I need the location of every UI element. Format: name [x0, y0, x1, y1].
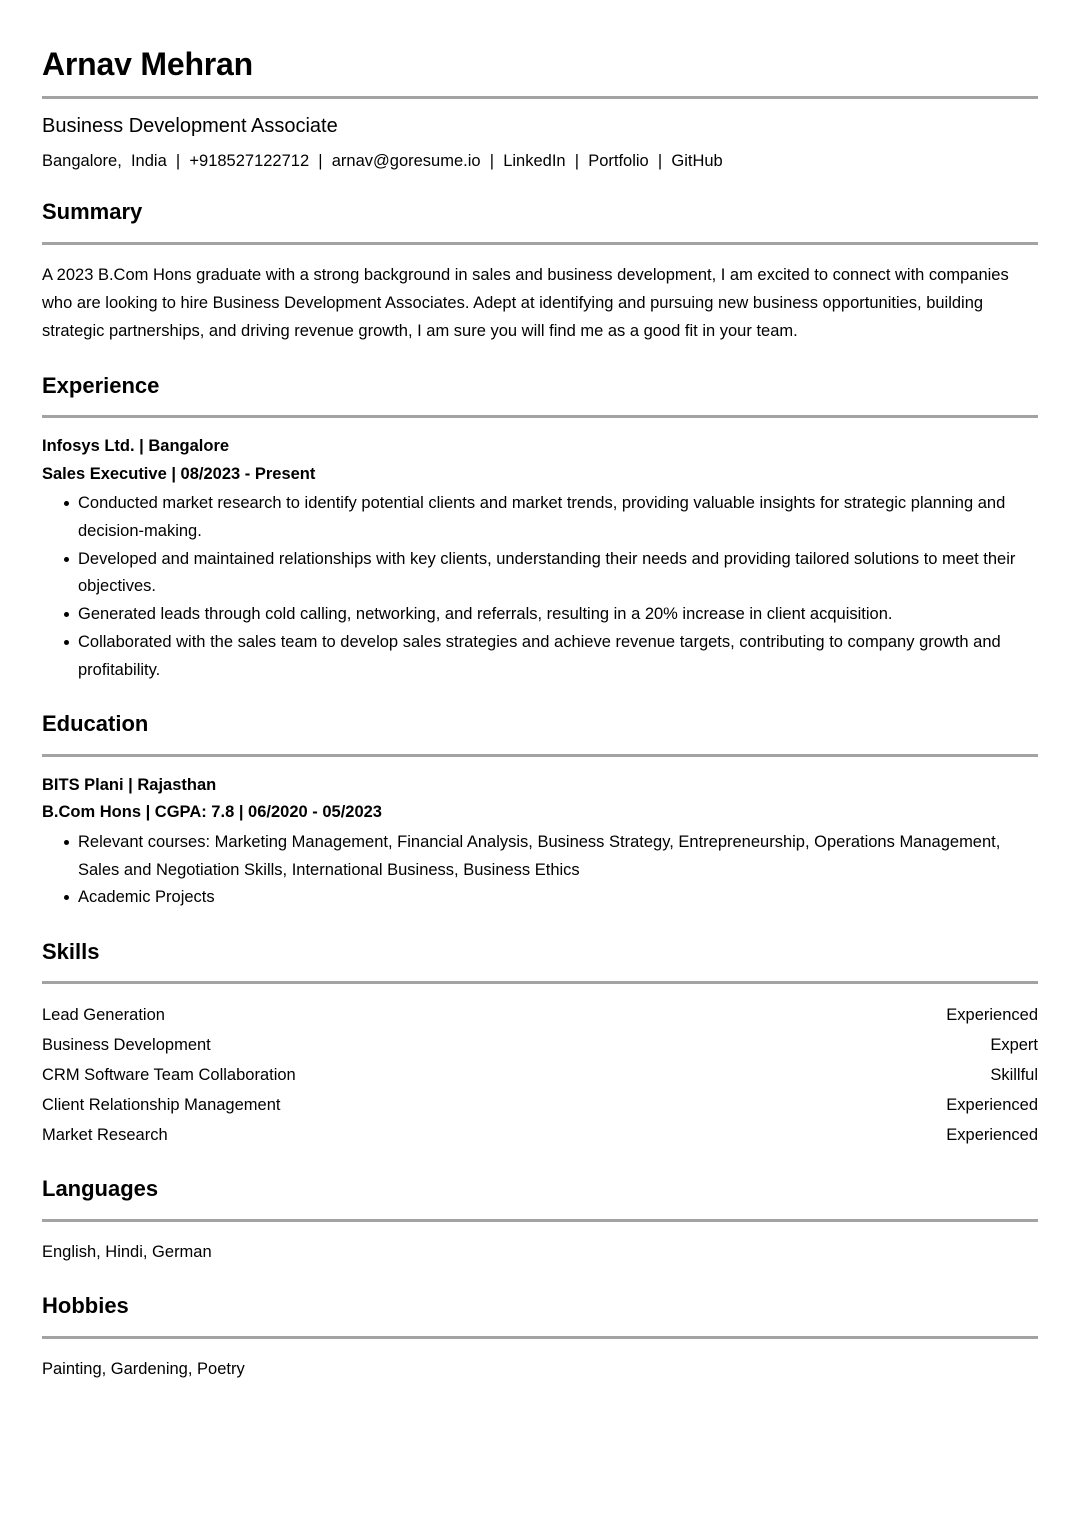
skill-name: Business Development [42, 1036, 211, 1055]
education-degree: B.Com Hons | CGPA: 7.8 | 06/2020 - 05/2023 [42, 803, 382, 822]
header-divider [42, 96, 1038, 99]
section-experience [42, 373, 1038, 685]
job-title: Business Development Associate [42, 114, 338, 137]
list-item: Conducted market research to identify potential clients and market trends, providing valuable insights for strategic planning and decision-making. [42, 490, 1038, 545]
hobbies-text: Painting, Gardening, Poetry [42, 1359, 245, 1378]
list-item: Relevant courses: Marketing Management, Financial Analysis, Business Strategy, Entrepreneurship, Operations Management, Sales and Negotiation Skills, International Business, Business Ethics [42, 829, 1038, 884]
skill-level: Experienced [946, 1126, 1038, 1145]
skill-name: Market Research [42, 1126, 168, 1145]
page-title: Arnav Mehran [42, 46, 253, 82]
skill-row [42, 1000, 1038, 1030]
skill-row [42, 1120, 1038, 1150]
resume-header [42, 46, 1038, 172]
list-item: Collaborated with the sales team to develop sales strategies and achieve revenue targets, contributing to company growth and profitability. [42, 629, 1038, 684]
skill-level: Experienced [946, 1006, 1038, 1025]
section-divider-languages [42, 1219, 1038, 1222]
section-heading-skills: Skills [42, 938, 100, 964]
contact-line: Bangalore, India | +918527122712 | arnav@goresume.io | LinkedIn | Portfolio | GitHub [42, 151, 723, 170]
education-bullet-list [42, 829, 1038, 912]
section-education [42, 711, 1038, 912]
skill-name: Client Relationship Management [42, 1096, 281, 1115]
section-divider-hobbies [42, 1336, 1038, 1339]
section-heading-experience: Experience [42, 372, 160, 398]
section-skills [42, 939, 1038, 1150]
skill-row [42, 1090, 1038, 1120]
skill-name: Lead Generation [42, 1006, 165, 1025]
section-divider-skills [42, 981, 1038, 984]
section-heading-education: Education [42, 711, 149, 737]
experience-role: Sales Executive | 08/2023 - Present [42, 464, 316, 483]
section-heading-hobbies: Hobbies [42, 1293, 129, 1319]
experience-entry [42, 434, 1038, 684]
experience-company: Infosys Ltd. | Bangalore [42, 437, 230, 456]
list-item: Generated leads through cold calling, networking, and referrals, resulting in a 20% increase in client acquisition. [42, 601, 1038, 629]
section-divider-experience [42, 415, 1038, 418]
section-hobbies [42, 1293, 1038, 1383]
section-languages [42, 1176, 1038, 1266]
section-heading-summary: Summary [42, 199, 143, 225]
skill-level: Skillful [990, 1066, 1038, 1085]
education-school: BITS Plani | Rajasthan [42, 775, 217, 794]
summary-text: A 2023 B.Com Hons graduate with a strong background in sales and business development, I am excited to connect with companies who are looking to hire Business Development Associates. Adept at identifying and pursuing new business opportunities, building strategic partnerships, and driving revenue growth, I am sure you will find me as a good fit in your team. [42, 265, 1009, 341]
skill-name: CRM Software Team Collaboration [42, 1066, 296, 1085]
skill-row [42, 1030, 1038, 1060]
section-divider-education [42, 754, 1038, 757]
skill-level: Experienced [946, 1096, 1038, 1115]
section-divider-summary [42, 242, 1038, 245]
experience-bullet-list [42, 490, 1038, 684]
skill-level: Expert [990, 1036, 1038, 1055]
section-heading-languages: Languages [42, 1176, 159, 1202]
languages-text: English, Hindi, German [42, 1242, 212, 1261]
skill-row [42, 1060, 1038, 1090]
education-entry [42, 773, 1038, 912]
section-summary [42, 199, 1038, 346]
list-item: Academic Projects [42, 884, 1038, 912]
list-item: Developed and maintained relationships with key clients, understanding their needs and providing tailored solutions to meet their objectives. [42, 546, 1038, 601]
